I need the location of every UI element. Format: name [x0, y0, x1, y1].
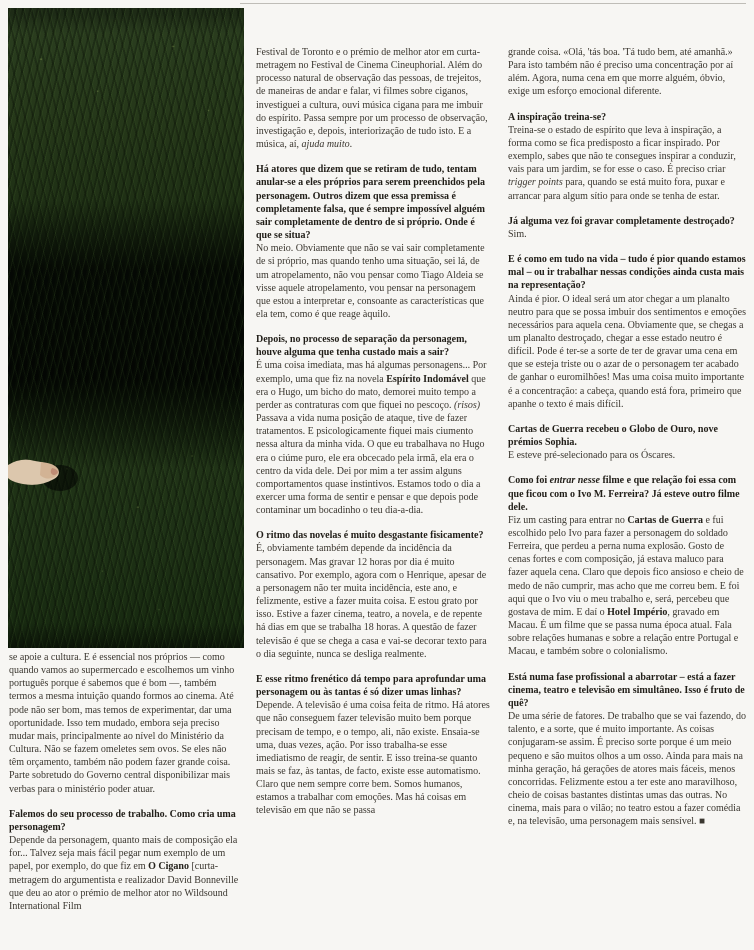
text-segment: Sim.	[508, 228, 527, 240]
hand-in-grass-icon	[8, 448, 82, 500]
text-segment: trigger points	[508, 177, 563, 189]
interview-question	[256, 333, 490, 359]
grass-photo	[8, 8, 244, 648]
text-segment: Falemos do seu processo de trabalho. Como cria uma personagem?	[9, 808, 236, 833]
text-segment: Ainda é pior. O ideal será um ator chegar a um planalto neutro para que se possa imbuir dos sentimentos e emoções necessários para aquela cena. Obviamente que, se chegas a um planalto destroçado, chegar a esse estado neutro é difícil. Pode é ter-se a sorte de ter de gravar uma cena em que se esteja triste ou o azar de o personagem ter acabado de ganhar o euromilhões! Mas uma coisa muito importante é a concentração: a cabeça, quando está fora, primeiro que apanhe o texto é mais difícil.	[508, 293, 746, 410]
text-segment: E esteve pré-selecionado para os Óscares.	[508, 450, 676, 462]
text-segment: , gravado em Macau. É um filme que se passa numa época atual. Fala sobre relações humanas e sobre a relação entre Portugal e Macau, e também sobre o colonialismo.	[508, 606, 739, 658]
text-segment: Cartas de Guerra	[627, 514, 703, 526]
text-segment: Já alguma vez foi gravar completamente destroçado?	[508, 215, 735, 227]
text-segment: De uma série de fatores. De trabalho que se vai fazendo, do talento, e a sorte, que é muito importante. As coisas conjugaram-se assim. É preciso sorte porque é um meio pequeno e são muitos olhos a um osso. Ainda para mais na minha geração, há gerações de atores mais fáceis, menos concorridas. Felizmente estou a ter este ano maravilhoso, cheio de coisas bastantes distintas umas das outras. No cinema, mais para o vilão; no teatro estou a fazer comédia e, na televisão, uma personagem mais sensível. ■	[508, 711, 746, 828]
interview-paragraph	[508, 124, 746, 203]
text-segment: E esse ritmo frenético dá tempo para aprofundar uma personagem ou às tantas é só dizer umas linhas?	[256, 673, 486, 699]
text-segment: filme e que relação foi essa com que ficou com o Ivo M. Ferreira? Já esteve outro filme dele.	[508, 475, 740, 513]
interview-paragraph	[508, 293, 746, 411]
text-segment: entrar nesse	[549, 475, 600, 487]
text-segment: que era o Hugo, um bicho do mato, demorei muito tempo a perder as contraturas com que fiquei no pescoço.	[256, 373, 486, 411]
interview-question	[256, 529, 490, 542]
text-segment: O ritmo das novelas é muito desgastante fisicamente?	[256, 530, 484, 542]
interview-paragraph	[256, 46, 490, 151]
interview-question	[508, 215, 746, 228]
text-segment: A inspiração treina-se?	[508, 111, 607, 123]
text-segment: e fui escolhido pelo Ivo para fazer a personagem do soldado Ferreira, que perdeu a perna numa explosão. Gosto de cenas fortes e com composição, já estava maluco para fazer aquela cena. Claro que depois fico ansioso e cheio de medo de não cumprir, mas acho que me correu bem. E foi aqui que o Ivo viu o meu trabalho e, será, percebeu que gostava de mim. E daí o	[508, 514, 744, 618]
text-segment: Há atores que dizem que se retiram de tudo, tentam anular-se a eles próprios para serem preenchidos pela personagem. Outros dizem que essa premissa é completamente falsa, que é sempre impossível alguém sair completamente de dentro de si próprio. Onde é que se situa?	[256, 164, 485, 242]
text-segment: Fiz um casting para entrar no	[508, 514, 628, 526]
text-segment: O Cigano	[148, 861, 189, 873]
text-segment: Está numa fase profissional a abarrotar – está a fazer cinema, teatro e televisão em simultâneo. Isso é fruto de quê?	[508, 671, 745, 709]
text-segment: É uma coisa imediata, mas há algumas personagens... Por exemplo, uma que fiz na novela	[256, 360, 487, 385]
text-segment: se apoie a cultura. E é essencial nos próprios — como quando vamos ao supermercado e escolhemos um vinho português porque é sabemos que é bom —, também termos a mesma intuição quando formos ao cinema. Até pode não ser bom, mas temos de experimentar, dar uma oportunidade. Isso tem mudado, embora seja preciso mudar mais, principalmente ao nível do Ministério da Cultura. Não se fazem omeletes sem ovos. Se eles não têm orçamento, também não podem fazer grande coisa. Parte sobretudo do Governo central disponibilizar mais verbas para o ministério poder atuar.	[9, 652, 235, 795]
text-segment: Depende. A televisão é uma coisa feita de ritmo. Há atores que não conseguem fazer televisão muito bem porque precisam de tempo, e o tempo, ali, não existe. Ensaia-se uma, duas vezes, ação. Por isso trabalha-se esse imediatismo de reagir, de sentir. E isso treina-se quanto mais se faz, às tantas, de facto, existe esse automatismo. Claro que nem sempre corre bem. Somos humanos, estamos a trabalhar com emoções. Mas há coisas em televisão em que não se passa	[256, 700, 490, 817]
interview-paragraph	[508, 228, 746, 241]
text-segment: grande coisa. «Olá, 'tás boa. 'Tá tudo bem, até amanhã.» Para isto também não é preciso uma concentração por aí além. Agora, numa cena em que morre alguém, óbvio, exige um esforço emocional diferente.	[508, 47, 734, 98]
text-segment: É, obviamente também depende da incidência da personagem. Mas gravar 12 horas por dia é muito cansativo. Por exemplo, agora com o Henrique, apesar de a personagem não ter muita incidência, este ano, e felizmente, estive a fazer muita coisa. E estou grato por isso. Estive a fazer cinema, teatro, a novela, e de repente há dias em que se trabalha 18 horas. A questão de fazer televisão é que se chega a casa e vai-se decorar texto para o dia seguinte, nunca se desliga realmente.	[256, 543, 487, 660]
text-segment: Como foi	[508, 475, 550, 487]
text-segment: Treina-se o estado de espírito que leva à inspiração, a forma como se fica predisposto a ficar inspirado. Por exemplo, sabes que não te consegues inspirar a conduzir, vais para um jardim, se for esse o caso. É preciso criar	[508, 124, 736, 176]
interview-paragraph	[508, 46, 746, 99]
text-segment: Depende da personagem, quanto mais de composição ela for... Talvez seja mais fácil pegar num exemplo de um papel, por exemplo, do que fiz em	[9, 835, 238, 873]
interview-paragraph	[256, 242, 490, 321]
page-top-rule	[240, 3, 746, 4]
interview-paragraph	[256, 359, 490, 517]
text-segment: ajuda muito	[301, 139, 350, 151]
text-segment: recebeu o Globo de Ouro, nove prémios Sophia.	[508, 423, 718, 449]
interview-paragraph	[508, 710, 746, 828]
interview-paragraph	[256, 699, 490, 817]
text-segment: Cartas de Guerra	[508, 423, 584, 435]
column-left	[9, 651, 240, 913]
text-segment: No meio. Obviamente que não se vai sair completamente de si próprio, mas quando tenho uma situação, sei lá, de um atropelamento, não vou pensar como Tiago Aldeia se visse aquele atropelamento, vou pensar na personagem que estou a interpretar e, consoante as características que ela tem, como é que reage àquilo.	[256, 243, 485, 320]
interview-question	[256, 673, 490, 699]
interview-paragraph	[256, 542, 490, 660]
text-segment: .	[349, 139, 353, 151]
text-segment: para, quando se está muito fora, puxar e arrancar para algum sítio para onde se tenha de estar.	[508, 177, 725, 202]
text-segment: Passava a vida numa posição de ataque, tive de fazer tratamentos. E psicologicamente fiquei mais ciumento nessa altura da minha vida. O que eu trabalhava no Hugo era o ciúme puro, ele era obcecado pela irmã, ela era o centro da vida dele. Dei por mim a ter assim alguns comportamentos quase instintivos. Estamos todo o dia a exercer uma forma de sentir e pensar e que depois pode contaminar um bocadinho o teu dia-a-dia.	[256, 413, 485, 517]
interview-paragraph	[508, 449, 746, 462]
text-segment: Hotel Império	[607, 606, 668, 618]
text-segment: Depois, no processo de separação da personagem, houve alguma que tenha custado mais a sair?	[256, 334, 467, 359]
interview-question	[9, 808, 240, 834]
column-right	[508, 46, 746, 828]
text-segment: E é como em tudo na vida – tudo é pior quando estamos mal – ou ir trabalhar nessas condições ainda custa mais na representação?	[508, 254, 746, 292]
interview-question	[508, 111, 746, 124]
column-middle	[256, 46, 490, 818]
text-segment: Festival de Toronto e o prémio de melhor ator em curta-metragem no Festival de Cinema Cineuphorial. Além do processo natural de observação das pessoas, de trejeitos, de maneiras de andar e falar, vi filmes sobre ciganos, investiguei a cultura, ouvi música cigana para me imbuir do espírito. Passa sempre por um processo de observação, investigação e, depois, interiorização de tudo isto. E a música, aí,	[256, 47, 488, 151]
interview-paragraph	[9, 651, 240, 796]
interview-question	[256, 163, 490, 242]
interview-question	[508, 474, 746, 513]
interview-question	[508, 253, 746, 292]
interview-paragraph	[9, 834, 240, 913]
text-segment: Espírito Indomável	[386, 373, 469, 385]
interview-question	[508, 423, 746, 449]
interview-paragraph	[508, 514, 746, 659]
interview-question	[508, 671, 746, 710]
text-segment: (risos)	[453, 399, 481, 411]
text-segment: [curta-metragem do argumentista e realizador David Bonneville que deu ao ator o prémio de melhor ator no Wildsound International Film	[9, 861, 239, 912]
